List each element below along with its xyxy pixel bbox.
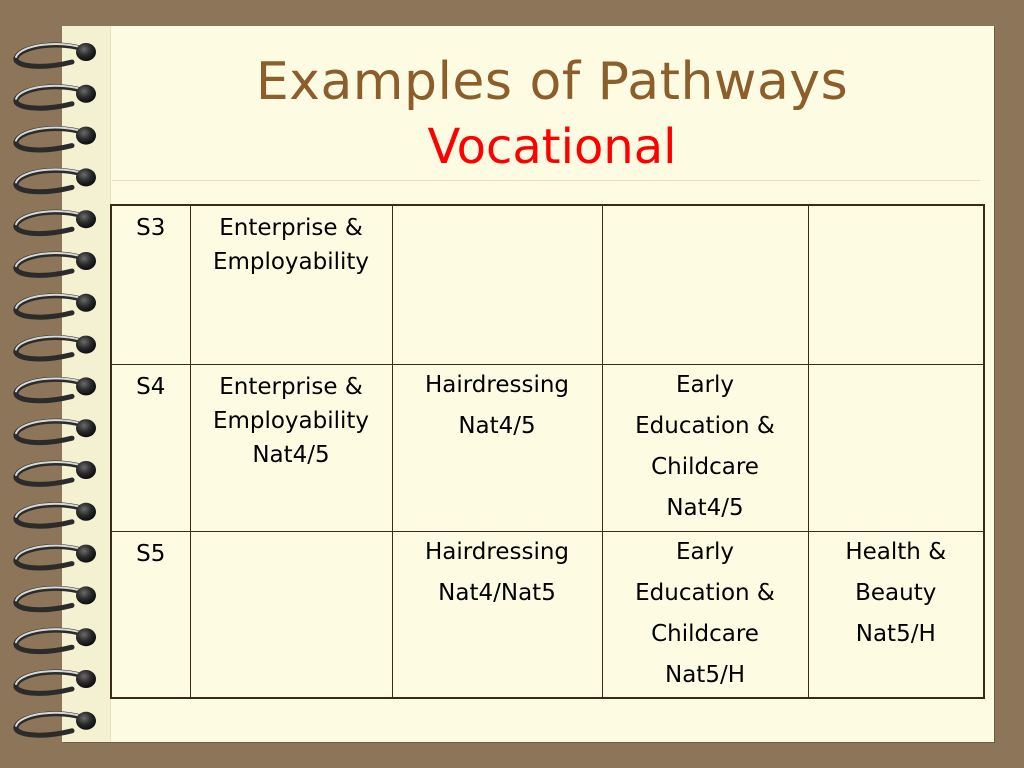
table-row (111, 205, 984, 365)
pathway-cell (392, 532, 602, 699)
cell-line: Employability (212, 408, 370, 434)
spiral-ring (16, 586, 96, 609)
cell-line: Nat5/H (855, 621, 936, 647)
cell-line: Childcare (651, 621, 759, 647)
cell-line: Childcare (651, 454, 759, 480)
pathway-cell (602, 205, 808, 365)
level-cell: S3 (111, 205, 190, 365)
spiral-ring (16, 336, 96, 359)
cell-line: Enterprise & (219, 374, 363, 400)
spiral-ring (16, 712, 96, 735)
pathway-cell (190, 532, 392, 699)
pathway-cell (602, 532, 808, 699)
cell-line: Nat4/Nat5 (438, 580, 556, 606)
spiral-ring (16, 294, 96, 317)
spiral-ring (16, 503, 96, 526)
cell-line: Employability (212, 249, 370, 275)
cell-line: Enterprise & (219, 215, 363, 241)
pathways-table (110, 204, 985, 699)
level-cell: S5 (111, 532, 190, 699)
cell-line: Nat5/H (665, 662, 745, 688)
pathway-cell (808, 365, 984, 532)
cell-line: Hairdressing (424, 539, 570, 565)
cell-line: Hairdressing (424, 372, 570, 398)
pathway-cell (808, 532, 984, 699)
title-divider (112, 180, 980, 181)
pathway-cell (190, 365, 392, 532)
cell-line: Health & (845, 539, 947, 565)
cell-line: Early (675, 372, 735, 398)
pathway-cell (602, 365, 808, 532)
spiral-ring (16, 461, 96, 484)
pathway-cell (190, 205, 392, 365)
spiral-ring (16, 670, 96, 693)
spiral-ring (16, 210, 96, 233)
slide-title: Examples of Pathways (255, 52, 849, 112)
cell-line: Early (675, 539, 735, 565)
spiral-ring (16, 419, 96, 442)
pathway-cell (392, 365, 602, 532)
cell-line: Nat4/5 (252, 442, 330, 468)
level-cell: S4 (111, 365, 190, 532)
spiral-ring (16, 43, 96, 66)
spiral-ring (16, 252, 96, 275)
table-row (111, 532, 984, 699)
spiral-ring (16, 127, 96, 150)
spiral-ring (16, 545, 96, 568)
slide-subtitle: Vocational (427, 119, 677, 175)
cell-line: Nat4/5 (458, 413, 536, 439)
spiral-ring (16, 85, 96, 108)
spiral-ring (16, 168, 96, 191)
pathway-cell (808, 205, 984, 365)
spiral-ring (16, 377, 96, 400)
cell-line: Nat4/5 (666, 495, 744, 521)
table-row (111, 365, 984, 532)
cell-line: Beauty (855, 580, 937, 606)
spiral-binding (0, 0, 110, 768)
pathway-cell (392, 205, 602, 365)
spiral-ring (16, 628, 96, 651)
cell-line: Education & (635, 413, 775, 439)
cell-line: Education & (635, 580, 775, 606)
